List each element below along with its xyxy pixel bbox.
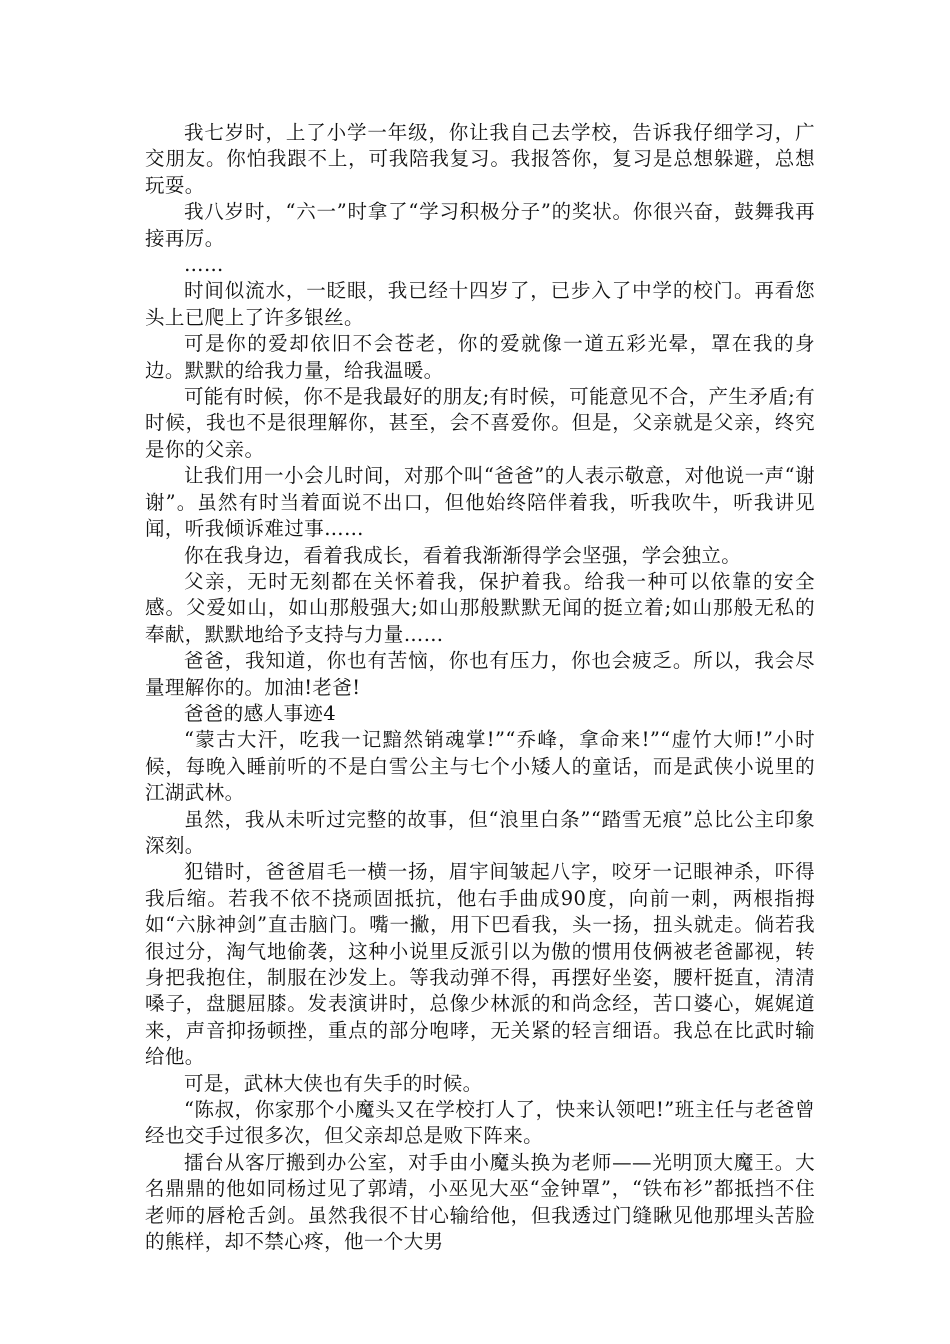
paragraph: 父亲，无时无刻都在关怀着我，保护着我。给我一种可以依靠的安全感。父爱如山，如山那般强大;如山那般默默无闻的挺立着;如山那般无私的奉献，默默地给予支持与力量…… — [145, 569, 815, 646]
paragraph: “蒙古大汗，吃我一记黯然销魂掌!”“乔峰，拿命来!”“虚竹大师!”小时候，每晚入睡前听的不是白雪公主与七个小矮人的童话，而是武侠小说里的江湖武林。 — [145, 728, 815, 805]
paragraph: 你在我身边，看着我成长，看着我渐渐得学会坚强，学会独立。 — [184, 543, 742, 567]
paragraph: 爸爸，我知道，你也有苦恼，你也有压力，你也会疲乏。所以，我会尽量理解你的。加油!老爸! — [145, 649, 815, 699]
paragraph: 我八岁时，“六一”时拿了“学习积极分子”的奖状。你很兴奋，鼓舞我再接再厉。 — [145, 200, 815, 250]
paragraph: 虽然，我从未听过完整的故事，但“浪里白条”“踏雪无痕”总比公主印象深刻。 — [145, 807, 815, 857]
paragraph: “陈叔，你家那个小魔头又在学校打人了，快来认领吧!”班主任与老爸曾经也交手过很多次，但父亲却总是败下阵来。 — [145, 1098, 815, 1148]
paragraph: 可能有时候，你不是我最好的朋友;有时候，可能意见不合，产生矛盾;有时候，我也不是很理解你，甚至，会不喜爱你。但是，父亲就是父亲，终究是你的父亲。 — [145, 385, 815, 461]
section-heading: 爸爸的感人事迹4 — [184, 701, 337, 725]
paragraph-ellipsis: …… — [184, 253, 224, 277]
paragraph: 让我们用一小会儿时间，对那个叫“爸爸”的人表示敬意，对他说一声“谢谢”。虽然有时当着面说不出口，但他始终陪伴着我，听我吹牛，听我讲见闻，听我倾诉难过事…… — [145, 464, 815, 541]
paragraph: 我七岁时，上了小学一年级，你让我自己去学校，告诉我仔细学习，广交朋友。你怕我跟不上，可我陪我复习。我报答你，复习是总想躲避，总想玩耍。 — [145, 121, 815, 197]
paragraph: 时间似流水，一眨眼，我已经十四岁了，已步入了中学的校门。再看您头上已爬上了许多银丝。 — [145, 279, 815, 329]
paragraph: 擂台从客厅搬到办公室，对手由小魔头换为老师——光明顶大魔王。大名鼎鼎的他如同杨过见了郭靖，小巫见大巫“金钟罩”，“铁布衫”都抵挡不住老师的唇枪舌剑。虽然我很不甘心输给他，但我透过门缝瞅见他那埋头苦脸的熊样，却不禁心疼，他一个大男 — [145, 1150, 815, 1254]
paragraph: 可是，武林大侠也有失手的时候。 — [184, 1071, 483, 1095]
paragraph: 犯错时，爸爸眉毛一横一扬，眉宇间皱起八字，咬牙一记眼神杀，吓得我后缩。若我不依不挠顽固抵抗，他右手曲成90度，向前一刺，两根指拇如“六脉神剑”直击脑门。嘴一撇，用下巴看我，头一扬，扭头就走。倘若我很过分，淘气地偷袭，这种小说里反派引以为傲的惯用伎俩被老爸鄙视，转身把我抱住，制服在沙发上。等我动弹不得，再摆好坐姿，腰杆挺直，清清嗓子，盘腿屈膝。发表演讲时，总像少林派的和尚念经，苦口婆心，娓娓道来，声音抑扬顿挫，重点的部分咆哮，无关紧的轻言细语。我总在比武时输给他。 — [145, 860, 815, 1069]
paragraph: 可是你的爱却依旧不会苍老，你的爱就像一道五彩光晕，罩在我的身边。默默的给我力量，给我温暖。 — [145, 332, 815, 382]
document-page — [145, 120, 815, 1255]
